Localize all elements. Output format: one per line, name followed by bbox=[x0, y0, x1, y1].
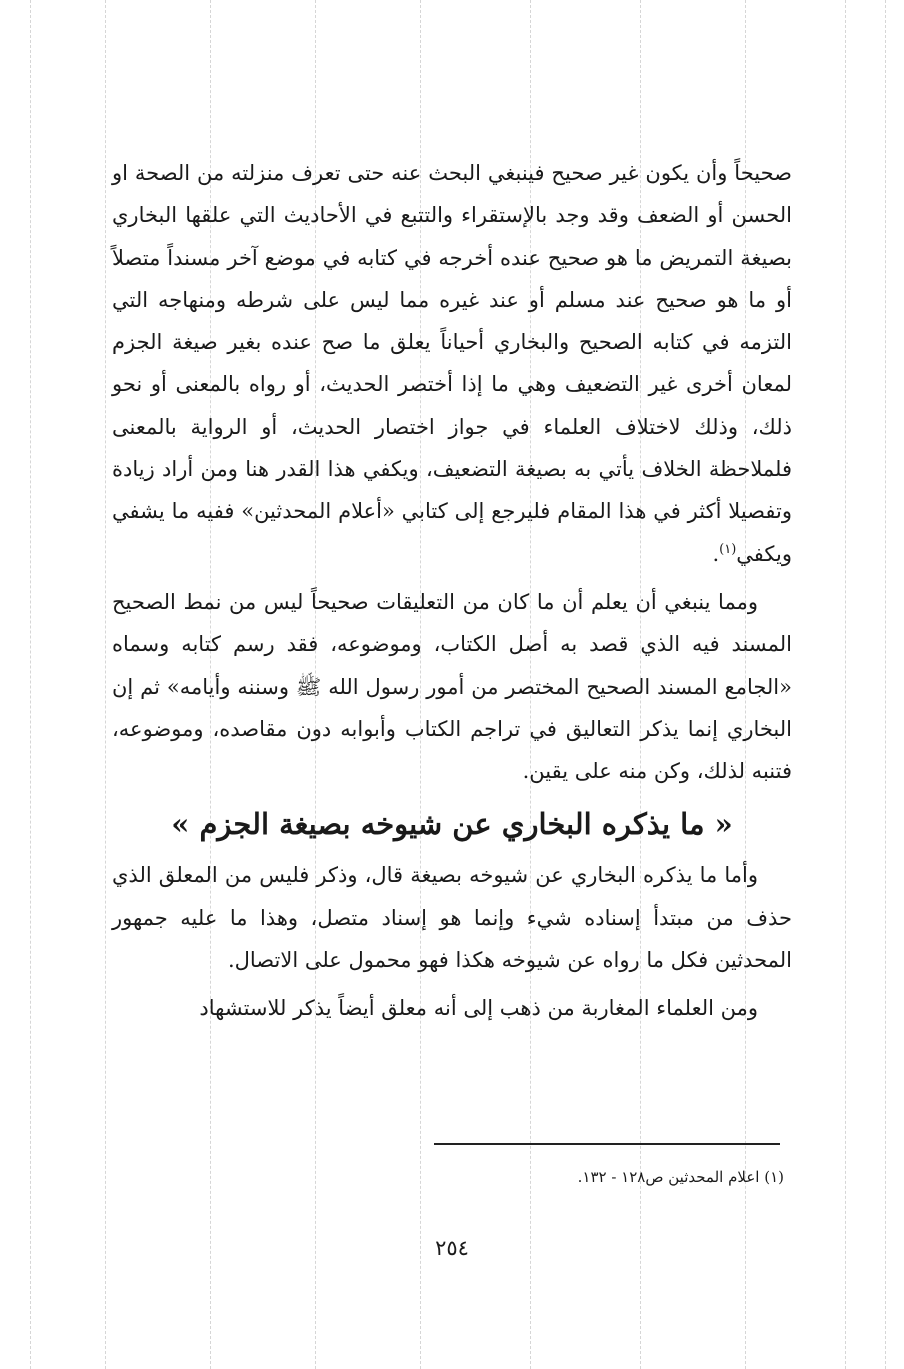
footnote: (١) اعلام المحدثين ص١٢٨ - ١٣٢. bbox=[577, 1168, 784, 1186]
guide-line bbox=[885, 0, 886, 1369]
footnote-reference: (١) bbox=[719, 541, 737, 557]
page-number: ٢٥٤ bbox=[435, 1236, 469, 1260]
paragraph: ومن العلماء المغاربة من ذهب إلى أنه معلق أيضاً يذكر للاستشهاد bbox=[199, 996, 758, 1021]
guide-line bbox=[105, 0, 106, 1369]
guide-line bbox=[845, 0, 846, 1369]
page-body bbox=[112, 152, 792, 1030]
footnote-separator bbox=[434, 1143, 780, 1145]
paragraph: ومما ينبغي أن يعلم أن ما كان من التعليقات صحيحاً ليس من نمط الصحيح المسند فيه الذي قصد به أصل الكتاب، وموضوعه، فقد رسم كتابه وسماه «الجامع المسند الصحيح المختصر من أمور رسول الله ﷺ وسننه وأيامه» ثم إن البخاري إنما يذكر التعاليق في تراجم الكتاب وأبوابه دون مقاصده، وموضوعه، فتنبه لذلك، وكن منه على يقين. bbox=[112, 589, 792, 784]
guide-line bbox=[30, 0, 31, 1369]
section-heading: « ما يذكره البخاري عن شيوخه بصيغة الجزم » bbox=[171, 807, 733, 842]
paragraph: صحيحاً وأن يكون غير صحيح فينبغي البحث عنه حتى تعرف منزلته من الصحة او الحسن أو الضعف وقد وجد بالإستقراء والتتبع في الأحاديث التي علقها البخاري بصيغة التمريض ما هو صحيح عنده أخرجه في كتابه في موضع آخر مسنداً متصلاً أو ما هو صحيح عند مسلم أو عند غيره مما ليس على شرطه ومنهاجه التي التزمه في كتابه الصحيح والبخاري أحياناً يعلق ما صح عنده بغير صيغة الجزم لمعان أخرى غير التضعيف وهي ما إذا أختصر الحديث، أو رواه بالمعنى أو نحو ذلك، وذلك لاختلاف العلماء في جواز اختصار الحديث، أو الرواية بالمعنى فلملاحظة الخلاف يأتي به بصيغة التضعيف، ويكفي هذا القدر هنا ومن أراد زيادة وتفصيلا أكثر في هذا المقام فليرجع إلى كتابي «أعلام المحدثين» ففيه ما يشفي ويكفي$^{(١)}$. bbox=[112, 161, 792, 566]
paragraph: وأما ما يذكره البخاري عن شيوخه بصيغة قال، وذكر فليس من المعلق الذي حذف من مبتدأ إسناده شيء وإنما هو إسناد متصل، وهذا ما عليه جمهور المحدثين فكل ما رواه عن شيوخه هكذا فهو محمول على الاتصال. bbox=[112, 863, 792, 973]
